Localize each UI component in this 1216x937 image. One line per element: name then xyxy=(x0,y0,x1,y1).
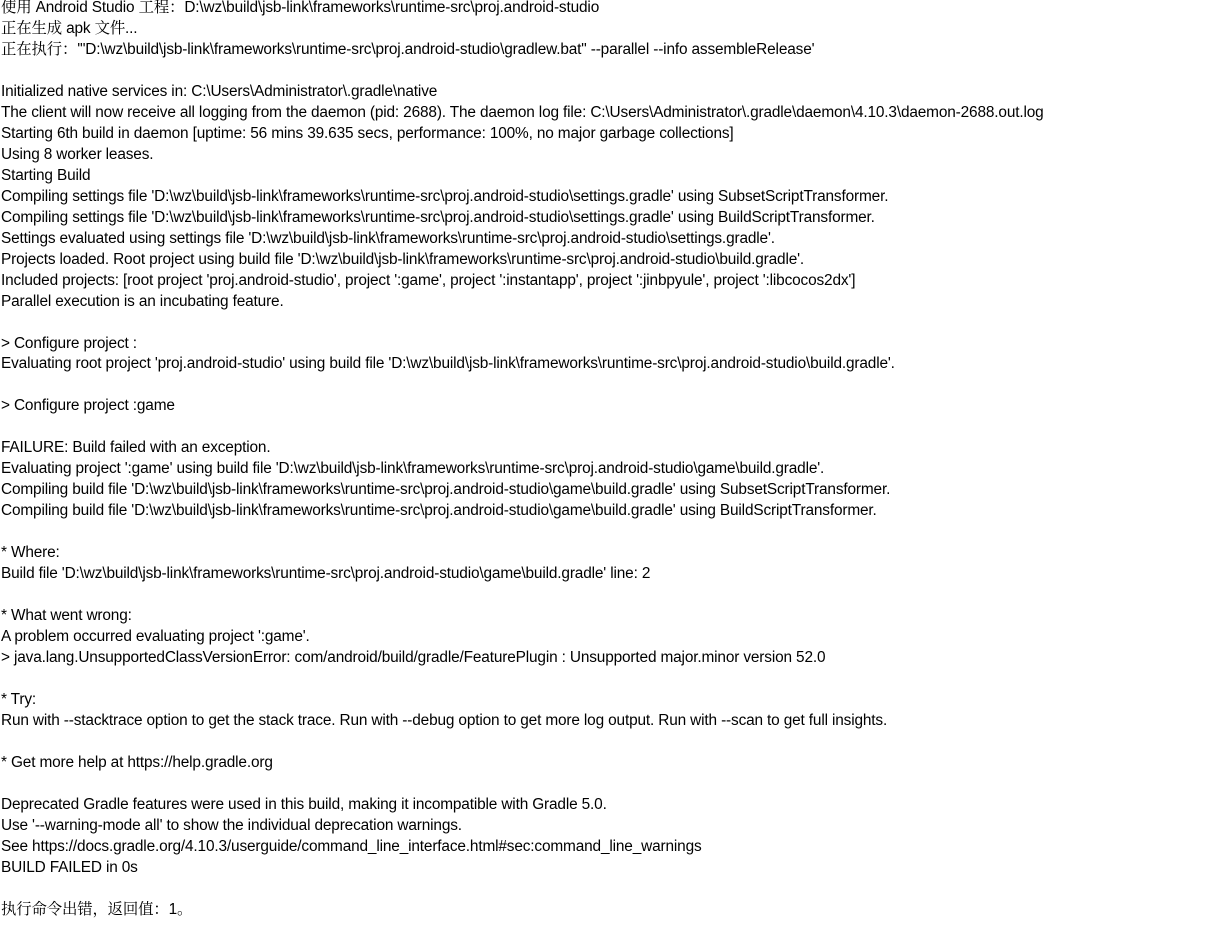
log-blank-line xyxy=(1,375,1215,396)
log-line: See https://docs.gradle.org/4.10.3/userguide/command_line_interface.html#sec:command_line_warnings xyxy=(1,837,702,855)
log-line: Included projects: [root project 'proj.android-studio', project ':game', project ':instantapp', project ':jinbpyule', project ':libcocos2dx'] xyxy=(1,271,856,289)
log-blank-line xyxy=(1,522,1215,543)
log-line: Build file 'D:\wz\build\jsb-link\frameworks\runtime-src\proj.android-studio\game\build.gradle' line: 2 xyxy=(1,565,651,583)
log-line: BUILD FAILED in 0s xyxy=(1,858,138,876)
log-blank-line xyxy=(1,774,1215,795)
log-blank-line xyxy=(1,669,1215,690)
log-line: Evaluating project ':game' using build file 'D:\wz\build\jsb-link\frameworks\runtime-src\proj.android-studio\game\build.gradle'. xyxy=(1,460,825,478)
log-line: 正在生成 apk 文件... xyxy=(1,19,138,37)
log-line: Deprecated Gradle features were used in this build, making it incompatible with Gradle 5.0. xyxy=(1,795,607,813)
log-line: Compiling build file 'D:\wz\build\jsb-link\frameworks\runtime-src\proj.android-studio\game\build.gradle' using SubsetScriptTransformer. xyxy=(1,481,891,499)
log-line: * What went wrong: xyxy=(1,607,132,625)
log-blank-line xyxy=(1,879,1215,900)
log-line: Using 8 worker leases. xyxy=(1,145,154,163)
log-line: > Configure project : xyxy=(1,334,137,352)
log-line: 正在执行：'"D:\wz\build\jsb-link\frameworks\runtime-src\proj.android-studio\gradlew.bat" --parallel --info assembleRelease' xyxy=(1,40,815,58)
log-line: > Configure project :game xyxy=(1,397,175,415)
log-line: Compiling settings file 'D:\wz\build\jsb-link\frameworks\runtime-src\proj.android-studio\settings.gradle' using SubsetScriptTransformer. xyxy=(1,187,889,205)
log-line: Parallel execution is an incubating feature. xyxy=(1,292,284,310)
log-line: The client will now receive all logging from the daemon (pid: 2688). The daemon log file: C:\Users\Administrator\.gradle\daemon\4.10.3\daemon-2688.out.log xyxy=(1,103,1044,121)
log-blank-line xyxy=(1,585,1215,606)
log-line: Compiling settings file 'D:\wz\build\jsb-link\frameworks\runtime-src\proj.android-studio\settings.gradle' using BuildScriptTransformer. xyxy=(1,208,875,226)
log-line: * Try: xyxy=(1,690,37,708)
log-line: A problem occurred evaluating project ':game'. xyxy=(1,628,310,646)
log-line: 使用 Android Studio 工程：D:\wz\build\jsb-link\frameworks\runtime-src\proj.android-studio xyxy=(1,0,600,16)
log-line: Initialized native services in: C:\Users\Administrator\.gradle\native xyxy=(1,82,438,100)
build-log-output xyxy=(1,0,1215,921)
log-line: > java.lang.UnsupportedClassVersionError: com/android/build/gradle/FeaturePlugin : Unsupported major.minor version 52.0 xyxy=(1,649,826,667)
log-line: Evaluating root project 'proj.android-studio' using build file 'D:\wz\build\jsb-link\frameworks\runtime-src\proj.android-studio\build.gradle'. xyxy=(1,355,895,373)
log-blank-line xyxy=(1,313,1215,334)
log-blank-line xyxy=(1,732,1215,753)
log-line: * Get more help at https://help.gradle.org xyxy=(1,753,273,771)
log-line: Starting 6th build in daemon [uptime: 56 mins 39.635 secs, performance: 100%, no major garbage collections] xyxy=(1,124,734,142)
log-blank-line xyxy=(1,61,1215,82)
log-line: Settings evaluated using settings file 'D:\wz\build\jsb-link\frameworks\runtime-src\proj.android-studio\settings.gradle'. xyxy=(1,229,775,247)
log-line: FAILURE: Build failed with an exception. xyxy=(1,439,271,457)
log-line: 执行命令出错，返回值：1。 xyxy=(1,900,193,918)
log-line: Projects loaded. Root project using build file 'D:\wz\build\jsb-link\frameworks\runtime-src\proj.android-studio\build.gradle'. xyxy=(1,250,805,268)
log-line: Compiling build file 'D:\wz\build\jsb-link\frameworks\runtime-src\proj.android-studio\game\build.gradle' using BuildScriptTransformer. xyxy=(1,502,877,520)
log-blank-line xyxy=(1,417,1215,438)
log-line: * Where: xyxy=(1,544,60,562)
log-line: Starting Build xyxy=(1,166,91,184)
log-line: Use '--warning-mode all' to show the individual deprecation warnings. xyxy=(1,816,462,834)
log-line: Run with --stacktrace option to get the stack trace. Run with --debug option to get more log output. Run with --scan to get full insights. xyxy=(1,711,888,729)
